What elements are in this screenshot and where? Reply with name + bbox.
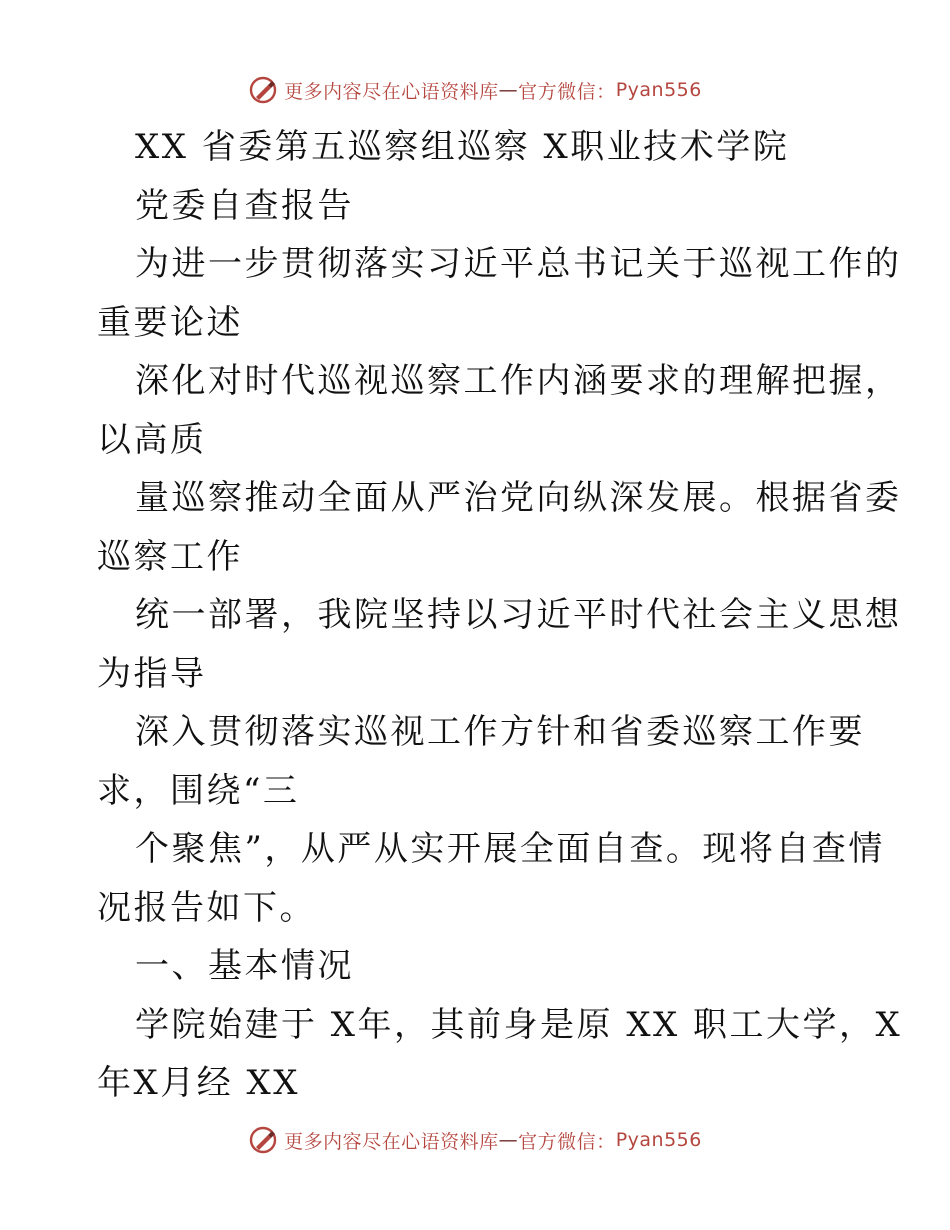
document-line: 况报告如下。 [97,887,316,928]
watermark-contact-label: 官方微信： [518,1130,616,1153]
document-line: 学院始建于 X年，其前身是原 XX 职工大学，X [135,1004,903,1045]
pen-logo-icon [248,75,278,105]
document-body [97,118,903,1113]
watermark-footer [0,1120,950,1160]
watermark-contact-id: Pyan556 [615,79,702,101]
watermark-contact-label: 官方微信： [518,80,616,103]
watermark-separator: — [498,79,519,101]
document-line: 统一部署，我院坚持以习近平时代社会主义思想 [135,595,902,635]
document-line: 求，围绕“三 [97,770,300,811]
watermark-header [0,70,950,110]
watermark-text: 更多内容尽在心语资料库 [284,1130,499,1153]
document-line: 个聚焦”，从严从实开展全面自查。现将自查情 [135,829,885,869]
document-line: 量巡察推动全面从严治党向纵深发展。根据省委 [135,478,902,518]
watermark-text: 更多内容尽在心语资料库 [284,80,499,103]
document-line: 以高质 [97,419,207,460]
document-line: 深入贯彻落实巡视工作方针和省委巡察工作要 [135,712,865,752]
document-line: 重要论述 [97,302,243,343]
watermark-contact-id: Pyan556 [615,1129,702,1151]
pen-logo-icon [248,1125,278,1155]
document-line: 为进一步贯彻落实习近平总书记关于巡视工作的 [135,244,902,284]
document-line: XX 省委第五巡察组巡察 X职业技术学院 [135,127,790,167]
document-line: 一、基本情况 [135,946,354,986]
watermark-separator: — [498,1129,519,1151]
document-line: 年X月经 XX [97,1063,300,1103]
document-line: 党委自查报告 [135,185,354,226]
document-line: 巡察工作 [97,536,243,577]
document-line: 深化对时代巡视巡察工作内涵要求的理解把握， [135,361,902,401]
document-line: 为指导 [97,653,207,694]
